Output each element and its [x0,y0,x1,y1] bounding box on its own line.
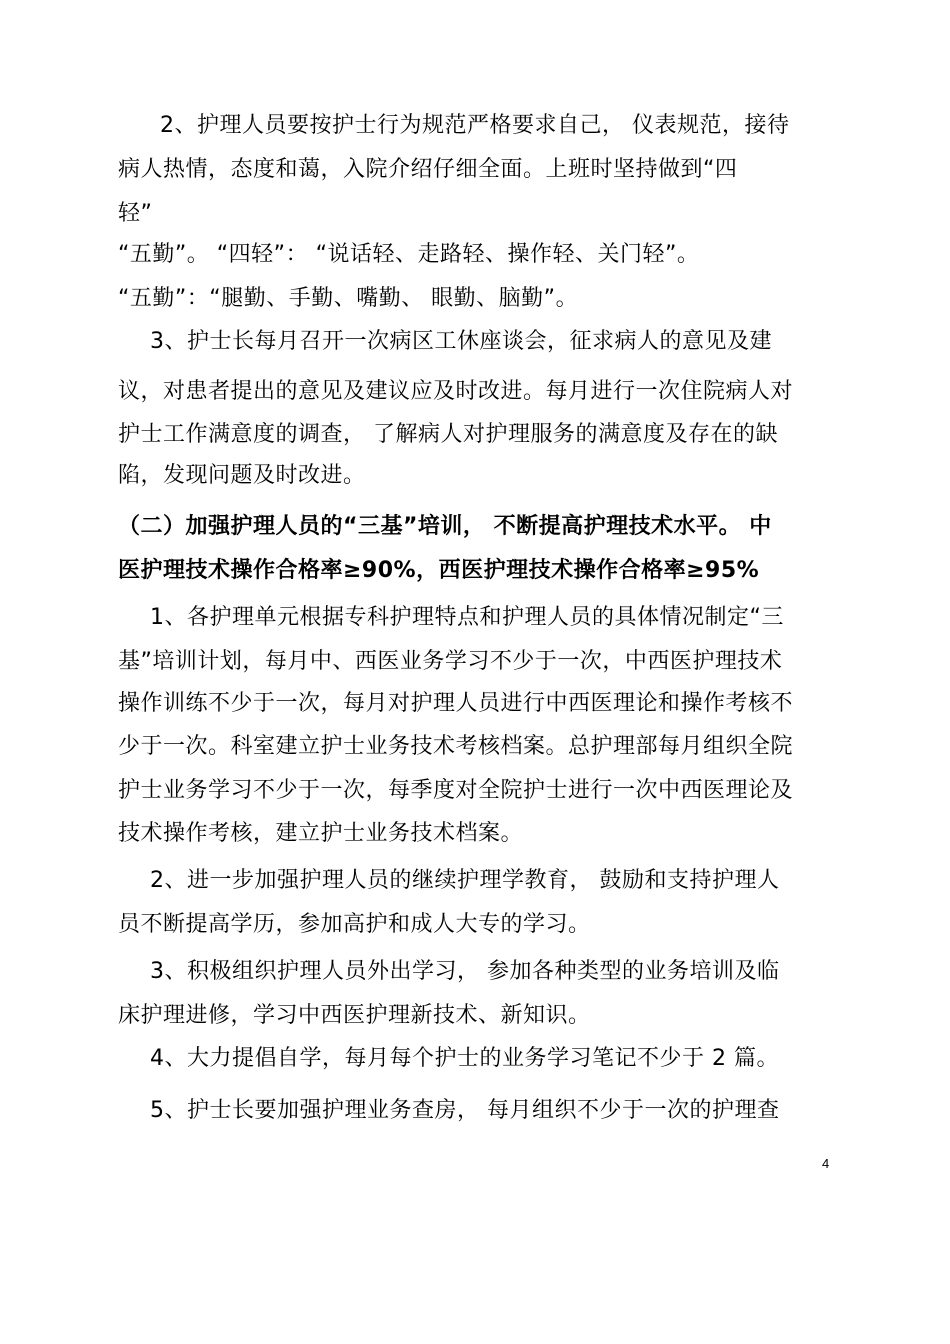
paragraph-line: 技术操作考核，建立护士业务技术档案。 [118,821,524,846]
paragraph-line: 护士工作满意度的调查， 了解病人对护理服务的满意度及存在的缺 [118,422,778,447]
page-number: 4 [822,1156,830,1171]
section-heading-line: （二）加强护理人员的“三基”培训， 不断提高护理技术水平。 中 [118,514,772,539]
paragraph-line: “五勤”：“腿勤、手勤、嘴勤、 眼勤、脑勤”。 [118,286,579,311]
paragraph-line: 陷，发现问题及时改进。 [118,463,366,488]
paragraph-line: 护士业务学习不少于一次，每季度对全院护士进行一次中西医理论及 [118,778,794,803]
paragraph-line: 病人热情，态度和蔼，入院介绍仔细全面。上班时坚持做到“四 [118,157,738,182]
paragraph-line: 3、积极组织护理人员外出学习， 参加各种类型的业务培训及临 [150,959,780,984]
paragraph-line: 轻” [118,201,153,226]
section-heading-line: 医护理技术操作合格率≥90%，西医护理技术操作合格率≥95% [118,558,760,583]
paragraph-line: 员不断提高学历，参加高护和成人大专的学习。 [118,912,591,937]
paragraph-line: 2、护理人员要按护士行为规范严格要求自己， 仪表规范，接待 [160,113,790,138]
paragraph-line: 2、进一步加强护理人员的继续护理学教育， 鼓励和支持护理人 [150,868,780,893]
paragraph-line: 议，对患者提出的意见及建议应及时改进。每月进行一次住院病人对 [118,379,794,404]
paragraph-line: 基”培训计划，每月中、西医业务学习不少于一次，中西医护理技术 [118,649,783,674]
paragraph-line: 床护理进修，学习中西医护理新技术、新知识。 [118,1003,591,1028]
paragraph-line: 5、护士长要加强护理业务查房， 每月组织不少于一次的护理查 [150,1098,780,1123]
paragraph-line: “五勤”。 “四轻”： “说话轻、走路轻、操作轻、关门轻”。 [118,242,700,267]
paragraph-line: 1、各护理单元根据专科护理特点和护理人员的具体情况制定“三 [150,605,784,630]
paragraph-line: 3、护士长每月召开一次病区工休座谈会，征求病人的意见及建 [150,329,772,354]
paragraph-line: 4、大力提倡自学，每月每个护士的业务学习笔记不少于 2 篇。 [150,1046,779,1071]
paragraph-line: 少于一次。科室建立护士业务技术考核档案。总护理部每月组织全院 [118,734,794,759]
paragraph-line: 操作训练不少于一次，每月对护理人员进行中西医理论和操作考核不 [118,691,794,716]
